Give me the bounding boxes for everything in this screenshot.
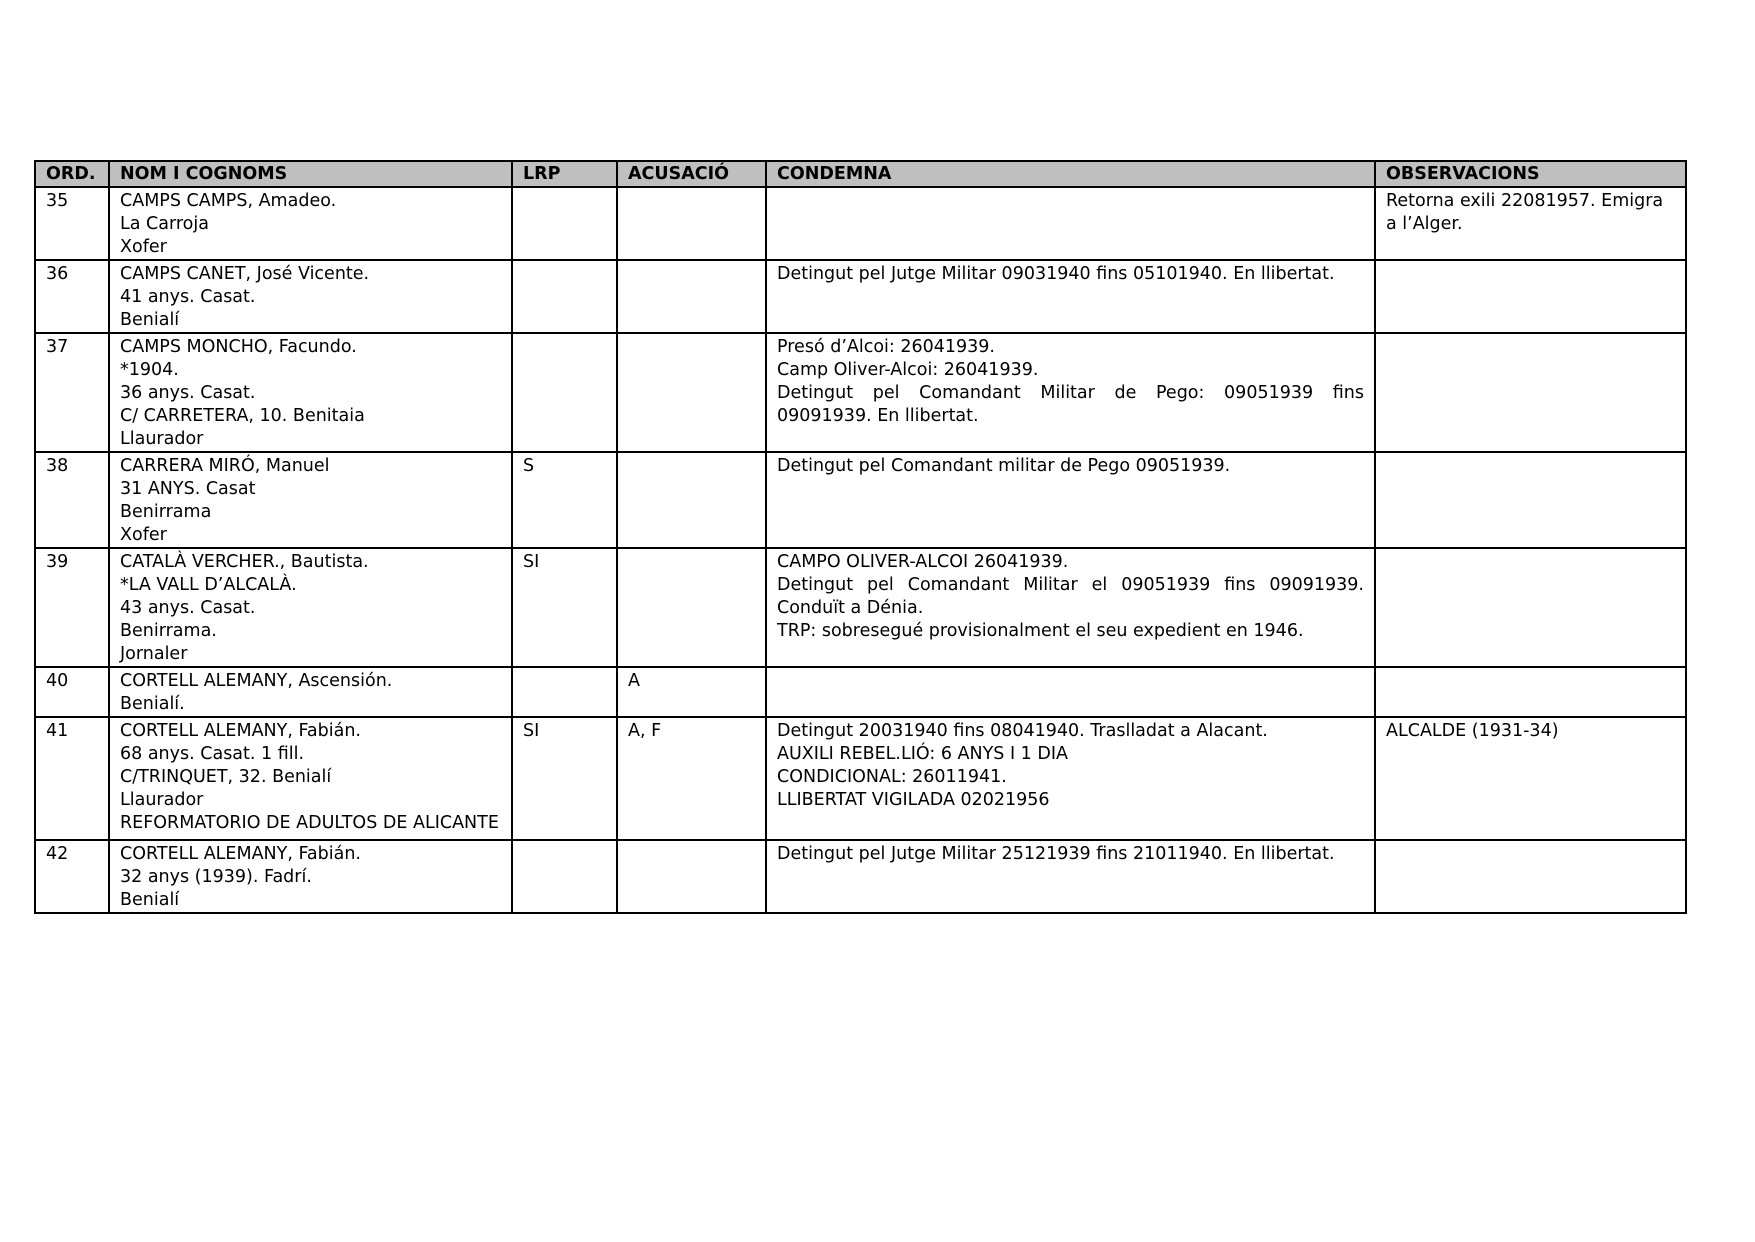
condemna-line: Detingut pel Jutge Militar 25121939 fins 21011940. En llibertat. bbox=[777, 844, 1335, 864]
cell-acusacio bbox=[617, 548, 766, 667]
condemna-line: TRP: sobresegué provisionalment el seu expedient en 1946. bbox=[777, 621, 1304, 641]
nom-line: C/TRINQUET, 32. Benialí bbox=[120, 767, 332, 787]
records-table bbox=[34, 160, 1687, 914]
nom-line: La Carroja bbox=[120, 214, 209, 234]
table-row bbox=[35, 667, 1686, 717]
nom-line: Xofer bbox=[120, 237, 167, 257]
cell-nom-i-cognoms bbox=[109, 452, 512, 548]
nom-line: 32 anys (1939). Fadrí. bbox=[120, 867, 312, 887]
header-lrp: LRP bbox=[512, 161, 617, 187]
nom-line: CAMPS MONCHO, Facundo. bbox=[120, 337, 357, 357]
condemna-line: Presó d’Alcoi: 26041939. bbox=[777, 337, 995, 357]
nom-line: CARRERA MIRÓ, Manuel bbox=[120, 456, 330, 476]
cell-ord: 39 bbox=[35, 548, 109, 667]
condemna-line: Detingut pel Comandant Militar el 09051939 fins 09091939. Conduït a Dénia. bbox=[777, 575, 1364, 618]
condemna-line: LLIBERTAT VIGILADA 02021956 bbox=[777, 790, 1050, 810]
cell-condemna bbox=[766, 717, 1375, 840]
nom-line: 41 anys. Casat. bbox=[120, 287, 256, 307]
header-ord: ORD. bbox=[35, 161, 109, 187]
cell-lrp bbox=[512, 187, 617, 260]
cell-lrp bbox=[512, 667, 617, 717]
cell-acusacio: A bbox=[617, 667, 766, 717]
header-observacions: OBSERVACIONS bbox=[1375, 161, 1686, 187]
cell-nom-i-cognoms bbox=[109, 548, 512, 667]
nom-line: Llaurador bbox=[120, 790, 204, 810]
nom-line: Xofer bbox=[120, 525, 167, 545]
nom-line: Llaurador bbox=[120, 429, 204, 449]
observacions-line: Retorna exili 22081957. Emigra a l’Alger. bbox=[1386, 191, 1664, 234]
nom-line: CORTELL ALEMANY, Fabián. bbox=[120, 721, 361, 741]
cell-lrp: SI bbox=[512, 548, 617, 667]
cell-lrp bbox=[512, 333, 617, 452]
cell-condemna bbox=[766, 187, 1375, 260]
nom-line: CAMPS CAMPS, Amadeo. bbox=[120, 191, 337, 211]
cell-observacions bbox=[1375, 840, 1686, 913]
cell-ord: 35 bbox=[35, 187, 109, 260]
cell-condemna bbox=[766, 667, 1375, 717]
nom-line: CORTELL ALEMANY, Fabián. bbox=[120, 844, 361, 864]
cell-observacions bbox=[1375, 260, 1686, 333]
table-row bbox=[35, 452, 1686, 548]
table-row bbox=[35, 260, 1686, 333]
cell-condemna bbox=[766, 260, 1375, 333]
cell-lrp bbox=[512, 260, 617, 333]
cell-lrp: SI bbox=[512, 717, 617, 840]
condemna-line: Detingut 20031940 fins 08041940. Traslladat a Alacant. bbox=[777, 721, 1268, 741]
nom-line: CORTELL ALEMANY, Ascensión. bbox=[120, 671, 393, 691]
cell-condemna bbox=[766, 452, 1375, 548]
table-row bbox=[35, 333, 1686, 452]
nom-line: 43 anys. Casat. bbox=[120, 598, 256, 618]
table-row bbox=[35, 187, 1686, 260]
nom-line: Benialí bbox=[120, 310, 180, 330]
condemna-line: AUXILI REBEL.LIÓ: 6 ANYS I 1 DIA bbox=[777, 744, 1068, 764]
condemna-line: Detingut pel Comandant militar de Pego 09051939. bbox=[777, 456, 1231, 476]
cell-nom-i-cognoms bbox=[109, 717, 512, 840]
header-acusacio: ACUSACIÓ bbox=[617, 161, 766, 187]
nom-line: Jornaler bbox=[120, 644, 188, 664]
cell-acusacio bbox=[617, 840, 766, 913]
cell-ord: 38 bbox=[35, 452, 109, 548]
condemna-line: Detingut pel Jutge Militar 09031940 fins 05101940. En llibertat. bbox=[777, 264, 1335, 284]
condemna-line: Detingut pel Comandant Militar de Pego: 09051939 fins 09091939. En llibertat. bbox=[777, 383, 1364, 426]
nom-line: Benirrama bbox=[120, 502, 212, 522]
nom-line: 36 anys. Casat. bbox=[120, 383, 256, 403]
table-row bbox=[35, 717, 1686, 840]
nom-line: Benialí. bbox=[120, 694, 185, 714]
nom-line: C/ CARRETERA, 10. Benitaia bbox=[120, 406, 365, 426]
cell-lrp: S bbox=[512, 452, 617, 548]
nom-line: CAMPS CANET, José Vicente. bbox=[120, 264, 370, 284]
cell-ord: 40 bbox=[35, 667, 109, 717]
cell-acusacio bbox=[617, 452, 766, 548]
cell-observacions bbox=[1375, 452, 1686, 548]
table-body bbox=[35, 187, 1686, 913]
cell-acusacio bbox=[617, 187, 766, 260]
cell-ord: 37 bbox=[35, 333, 109, 452]
header-condemna: CONDEMNA bbox=[766, 161, 1375, 187]
cell-ord: 42 bbox=[35, 840, 109, 913]
cell-nom-i-cognoms bbox=[109, 187, 512, 260]
cell-observacions bbox=[1375, 667, 1686, 717]
cell-nom-i-cognoms bbox=[109, 333, 512, 452]
cell-acusacio bbox=[617, 333, 766, 452]
nom-line: 68 anys. Casat. 1 fill. bbox=[120, 744, 305, 764]
cell-nom-i-cognoms bbox=[109, 667, 512, 717]
cell-condemna bbox=[766, 840, 1375, 913]
condemna-line: CAMPO OLIVER-ALCOI 26041939. bbox=[777, 552, 1069, 572]
condemna-line: CONDICIONAL: 26011941. bbox=[777, 767, 1007, 787]
cell-acusacio: A, F bbox=[617, 717, 766, 840]
cell-acusacio bbox=[617, 260, 766, 333]
cell-observacions bbox=[1375, 187, 1686, 260]
cell-lrp bbox=[512, 840, 617, 913]
nom-line: CATALÀ VERCHER., Bautista. bbox=[120, 552, 369, 572]
observacions-line: ALCALDE (1931-34) bbox=[1386, 721, 1559, 741]
condemna-line: Camp Oliver-Alcoi: 26041939. bbox=[777, 360, 1039, 380]
cell-condemna bbox=[766, 548, 1375, 667]
nom-line: Benialí bbox=[120, 890, 180, 910]
table-row bbox=[35, 840, 1686, 913]
cell-nom-i-cognoms bbox=[109, 840, 512, 913]
cell-observacions bbox=[1375, 548, 1686, 667]
nom-line: *1904. bbox=[120, 360, 179, 380]
nom-line: Benirrama. bbox=[120, 621, 217, 641]
cell-ord: 41 bbox=[35, 717, 109, 840]
cell-ord: 36 bbox=[35, 260, 109, 333]
nom-line: 31 ANYS. Casat bbox=[120, 479, 256, 499]
table-row bbox=[35, 548, 1686, 667]
cell-observacions bbox=[1375, 717, 1686, 840]
nom-line: REFORMATORIO DE ADULTOS DE ALICANTE bbox=[120, 813, 499, 833]
cell-observacions bbox=[1375, 333, 1686, 452]
cell-condemna bbox=[766, 333, 1375, 452]
header-nom-i-cognoms: NOM I COGNOMS bbox=[109, 161, 512, 187]
header-row bbox=[35, 161, 1686, 187]
cell-nom-i-cognoms bbox=[109, 260, 512, 333]
nom-line: *LA VALL D’ALCALÀ. bbox=[120, 575, 297, 595]
